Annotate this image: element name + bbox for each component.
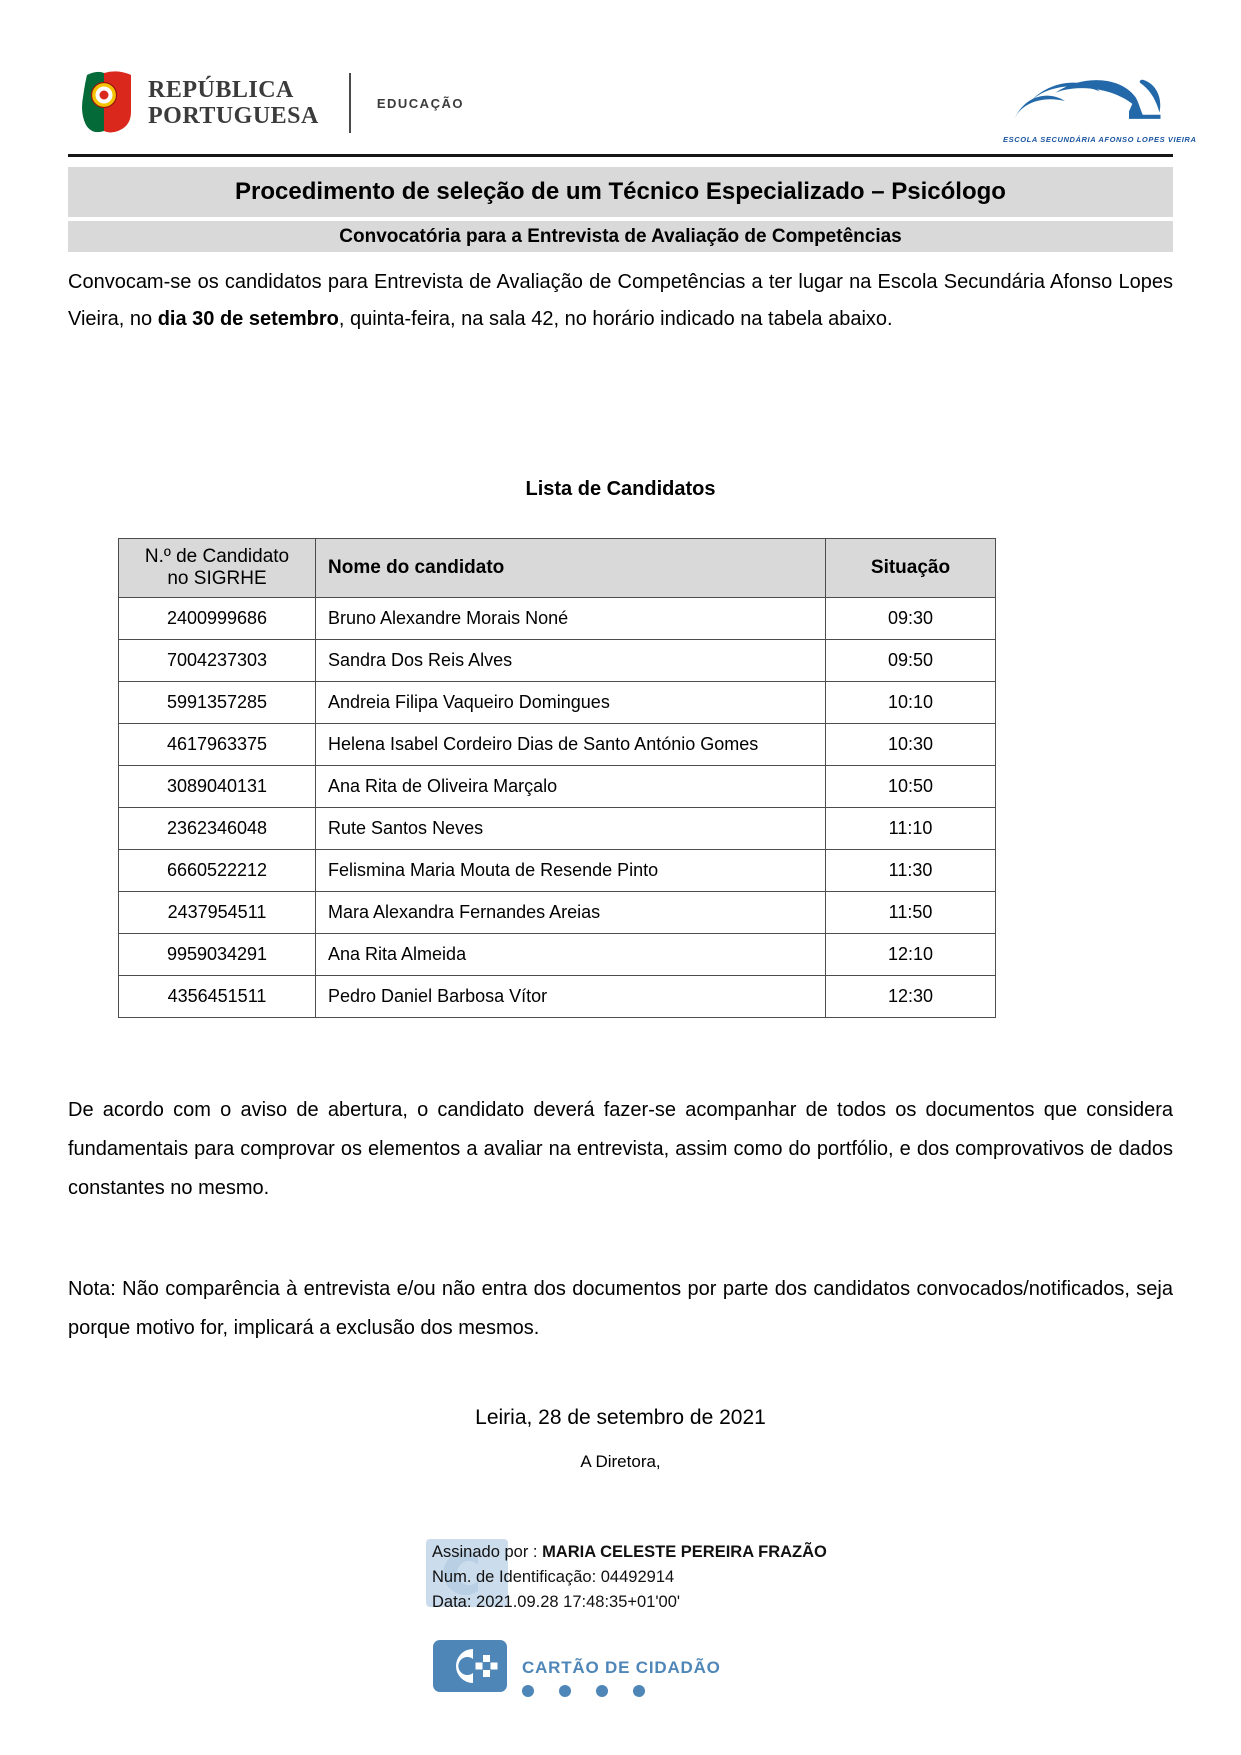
citizen-card-text: [522, 1640, 721, 1697]
cell-name: Pedro Daniel Barbosa Vítor: [316, 976, 826, 1018]
column-header-situacao: Situação: [826, 539, 996, 598]
gov-logo-line2: PORTUGUESA: [148, 103, 319, 129]
cell-name: Ana Rita de Oliveira Marçalo: [316, 766, 826, 808]
cell-time: 11:30: [826, 850, 996, 892]
cell-time: 09:50: [826, 640, 996, 682]
gov-logo-wordmark: [148, 77, 319, 129]
intro-date-bold: dia 30 de setembro: [157, 308, 339, 330]
intro-paragraph: [68, 264, 1173, 338]
intro-text-2: , quinta-feira, na sala 42, no horário indicado na tabela abaixo.: [338, 308, 893, 330]
cell-sigrhe: 2362346048: [119, 808, 316, 850]
header: [78, 70, 464, 136]
digital-signature-block: [432, 1540, 827, 1615]
table-row: [119, 724, 996, 766]
subtitle-banner: [68, 221, 1173, 252]
cell-time: 10:50: [826, 766, 996, 808]
header-row: [119, 539, 996, 598]
candidates-table-head: [119, 539, 996, 598]
cell-time: 10:30: [826, 724, 996, 766]
place-date: Leiria, 28 de setembro de 2021: [475, 1406, 766, 1429]
dot-icon: [596, 1685, 608, 1697]
page-subtitle: Convocatória para a Entrevista de Avaliação de Competências: [339, 225, 902, 247]
cell-time: 12:30: [826, 976, 996, 1018]
signature-label: Assinado por :: [432, 1543, 543, 1561]
header-divider: [349, 73, 351, 133]
dot-icon: [633, 1685, 645, 1697]
citizen-card-icon: [433, 1640, 507, 1692]
cell-name: Mara Alexandra Fernandes Areias: [316, 892, 826, 934]
cell-sigrhe: 6660522212: [119, 850, 316, 892]
header-rule: [68, 154, 1173, 157]
portugal-flag-icon: [78, 70, 138, 136]
cell-name: Andreia Filipa Vaqueiro Domingues: [316, 682, 826, 724]
table-row: [119, 934, 996, 976]
cell-time: 10:10: [826, 682, 996, 724]
cell-sigrhe: 4356451511: [119, 976, 316, 1018]
cell-sigrhe: 2437954511: [119, 892, 316, 934]
table-row: [119, 976, 996, 1018]
cell-time: 12:10: [826, 934, 996, 976]
intro-text-1: Convocam-se os candidatos para Entrevista de Avaliação de Competências a ter lugar na Escola Secundária Afonso Lopes Vieira, no: [68, 271, 1173, 330]
column-header-name: Nome do candidato: [316, 539, 826, 598]
candidates-table: [118, 538, 996, 1018]
cell-time: 09:30: [826, 598, 996, 640]
table-row: [119, 850, 996, 892]
ministry-label: EDUCAÇÃO: [376, 95, 464, 111]
cell-sigrhe: 5991357285: [119, 682, 316, 724]
signature-name: MARIA CELESTE PEREIRA FRAZÃO: [542, 1543, 827, 1561]
table-row: [119, 682, 996, 724]
citizen-card-dots: [522, 1685, 721, 1697]
table-row: [119, 892, 996, 934]
cell-time: 11:50: [826, 892, 996, 934]
cell-name: Bruno Alexandre Morais Noné: [316, 598, 826, 640]
cell-sigrhe: 2400999686: [119, 598, 316, 640]
citizen-card-logo: [433, 1640, 721, 1697]
cell-name: Sandra Dos Reis Alves: [316, 640, 826, 682]
column-header-sigrhe: N.º de Candidato no SIGRHE: [119, 539, 316, 598]
candidates-tbody: [119, 598, 996, 1018]
candidates-heading: Lista de Candidatos: [525, 478, 716, 500]
gov-logo-line1: REPÚBLICA: [148, 77, 294, 103]
cell-sigrhe: 4617963375: [119, 724, 316, 766]
dot-icon: [559, 1685, 571, 1697]
school-name-label: ESCOLA SECUNDÁRIA AFONSO LOPES VIEIRA: [1003, 135, 1197, 144]
signature-id-line: Num. de Identificação: 04492914: [432, 1568, 675, 1586]
table-row: [119, 766, 996, 808]
note-paragraph: Nota: Não comparência à entrevista e/ou não entra dos documentos por parte dos candidatos convocados/notificados, seja porque motivo for, implicará a exclusão dos mesmos.: [68, 1278, 1173, 1339]
cell-sigrhe: 9959034291: [119, 934, 316, 976]
cell-name: Ana Rita Almeida: [316, 934, 826, 976]
citizen-card-label: CARTÃO DE CIDADÃO: [522, 1658, 721, 1677]
cell-sigrhe: 7004237303: [119, 640, 316, 682]
table-row: [119, 598, 996, 640]
documents-paragraph: De acordo com o aviso de abertura, o candidato deverá fazer-se acompanhar de todos os documentos que considera fundamentais para comprovar os elementos a avaliar na entrevista, assim como do portfólio, e dos comprovativos de dados constantes no mesmo.: [68, 1099, 1173, 1199]
signature-line-1: [432, 1540, 827, 1565]
cell-name: Felismina Maria Mouta de Resende Pinto: [316, 850, 826, 892]
cell-name: Helena Isabel Cordeiro Dias de Santo António Gomes: [316, 724, 826, 766]
page-title: Procedimento de seleção de um Técnico Especializado – Psicólogo: [235, 178, 1006, 205]
cell-name: Rute Santos Neves: [316, 808, 826, 850]
table-row: [119, 640, 996, 682]
signer-role: A Diretora,: [580, 1452, 661, 1471]
school-waves-icon: [1003, 68, 1171, 132]
table-row: [119, 808, 996, 850]
dot-icon: [522, 1685, 534, 1697]
school-logo: [1003, 68, 1197, 144]
signature-date-line: Data: 2021.09.28 17:48:35+01'00': [432, 1593, 681, 1611]
title-banner: [68, 167, 1173, 217]
cell-sigrhe: 3089040131: [119, 766, 316, 808]
cell-time: 11:10: [826, 808, 996, 850]
